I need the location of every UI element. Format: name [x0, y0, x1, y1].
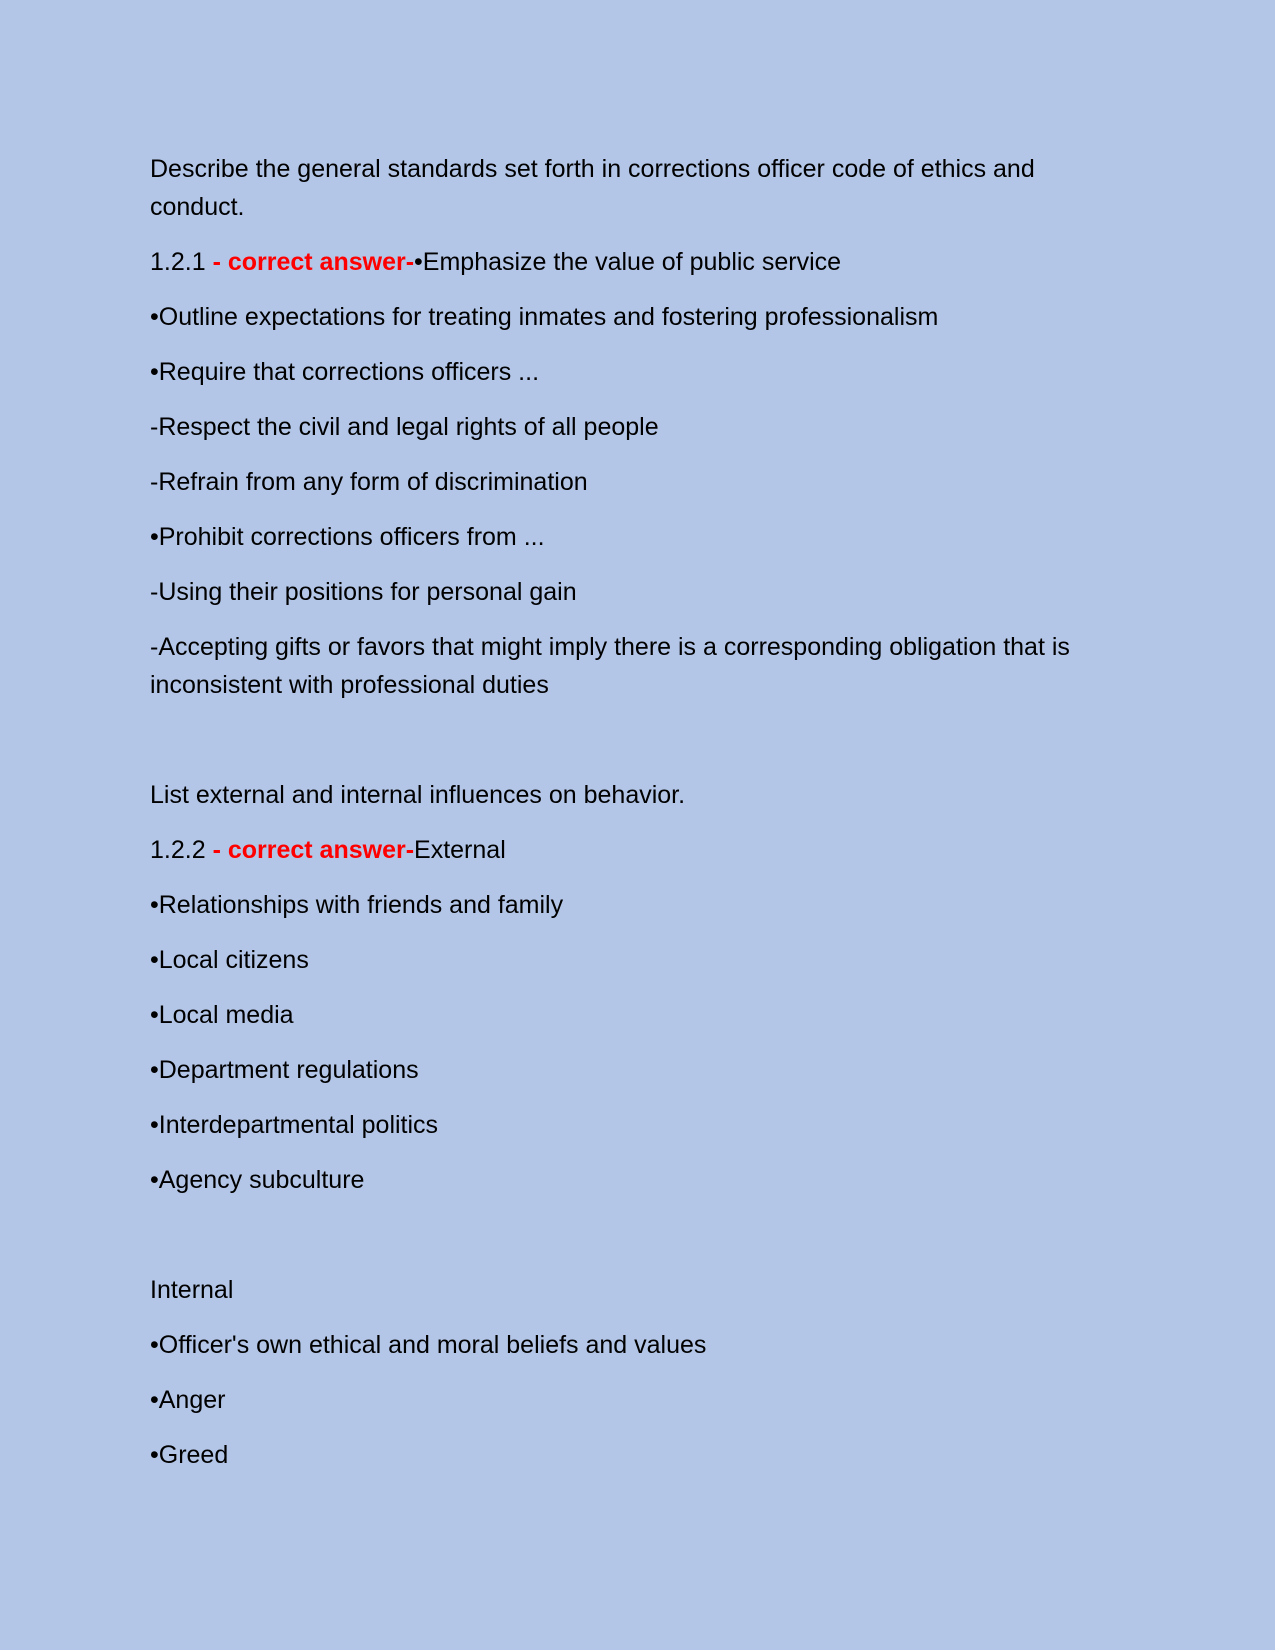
external-influence-item: •Agency subculture	[150, 1166, 365, 1194]
answer-1-tag: - correct answer-	[212, 248, 415, 276]
answer-1-number: 1.2.1	[150, 248, 213, 276]
internal-influence-item: •Greed	[150, 1441, 229, 1469]
answer-1-line: -Refrain from any form of discrimination	[150, 468, 588, 496]
answer-1-line: •Outline expectations for treating inmates and fostering professionalism	[150, 303, 939, 331]
answer-1-line: -Respect the civil and legal rights of all people	[150, 413, 659, 441]
internal-influence-item: •Officer's own ethical and moral beliefs and values	[150, 1331, 707, 1359]
external-influence-item: •Local media	[150, 1001, 294, 1029]
internal-heading: Internal	[150, 1276, 234, 1304]
answer-1-first-line: •Emphasize the value of public service	[414, 248, 842, 276]
answer-1-line: •Prohibit corrections officers from ...	[150, 523, 545, 551]
answer-1-line: -Using their positions for personal gain	[150, 578, 577, 606]
answer-2-tag: - correct answer-	[212, 836, 415, 864]
answer-1-header	[150, 243, 1135, 281]
page-content	[150, 150, 1135, 1491]
external-influence-item: •Local citizens	[150, 946, 309, 974]
external-influence-item: •Relationships with friends and family	[150, 891, 564, 919]
external-influence-item: •Department regulations	[150, 1056, 419, 1084]
answer-2-first-line: External	[414, 836, 506, 864]
answer-1-line: -Accepting gifts or favors that might imply there is a corresponding obligation that is inconsistent with professional duties	[150, 633, 1070, 699]
section-spacer	[150, 721, 1135, 776]
question-1-text: Describe the general standards set forth in corrections officer code of ethics and conduct.	[150, 155, 1035, 221]
internal-influence-item: •Anger	[150, 1386, 226, 1414]
question-2-text: List external and internal influences on behavior.	[150, 781, 686, 809]
section-spacer	[150, 1216, 1135, 1271]
answer-1-line: •Require that corrections officers ...	[150, 358, 540, 386]
external-influence-item: •Interdepartmental politics	[150, 1111, 439, 1139]
answer-2-header	[150, 831, 1135, 869]
answer-2-number: 1.2.2	[150, 836, 213, 864]
